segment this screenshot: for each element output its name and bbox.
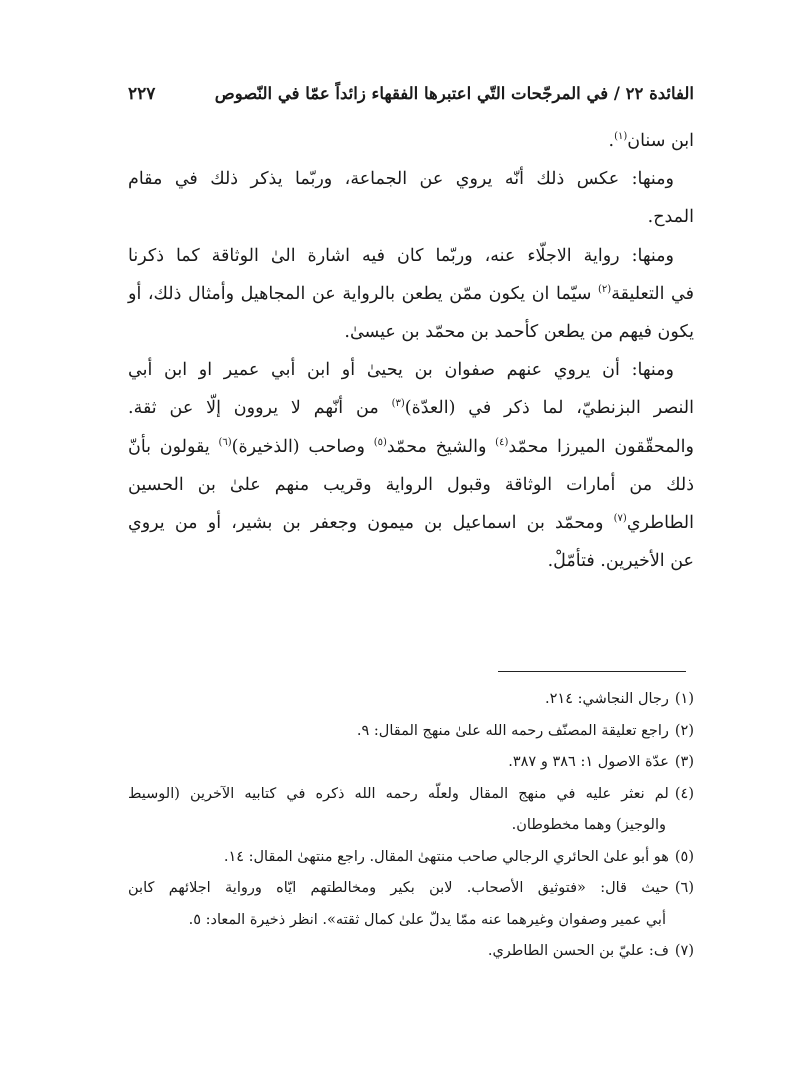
footnote-ref: (٤) (495, 436, 509, 448)
main-text (128, 122, 694, 580)
text-line: الطاطري$^{(٧)}$ ومحمّد بن اسماعيل بن ميمون وجعفر بن بشير، أو من يروي (128, 513, 694, 534)
text-line: ابن سنان$^{(١)}$. (608, 131, 694, 151)
footnote: (٢)راجع تعليقة المصنّف رحمه الله علىٰ منهج المقال: ٩. (356, 722, 694, 739)
page-number: ٢٢٧ (128, 84, 156, 104)
footnote-ref: (٧) (613, 513, 627, 525)
footnote: (٤)لم نعثر عليه في منهج المقال ولعلّه رحمه الله ذكره في كتابيه الآخرين (الوسيط (128, 785, 694, 802)
footnote-ref: (٢) (598, 283, 612, 295)
footnote-ref: (٦) (218, 436, 232, 448)
running-header (128, 84, 694, 104)
footnote-ref: (٥) (373, 436, 387, 448)
footnote: (١)رجال النجاشي: ٢١٤. (545, 691, 694, 707)
text-line: ومنها: أن يروي عنهم صفوان بن يحيىٰ أو ابن أبي عمير او ابن أبي (128, 360, 674, 381)
footnote-continuation: أبي عمير وصفوان وغيرهما عنه ممّا يدلّ علىٰ كمال ثقته». انظر ذخيرة المعاد: ٥. (188, 911, 666, 928)
footnote: (٣)عدّة الاصول ١: ٣٨٦ و ٣٨٧. (508, 754, 694, 770)
paragraph (128, 122, 694, 160)
text-line: ومنها: رواية الاجلّاء عنه، وربّما كان فيه اشارة الىٰ الوثاقة كما ذكرنا (128, 245, 674, 266)
text-line: ومنها: عكس ذلك أنّه يروي عن الجماعة، وربّما يذكر ذلك في مقام (128, 169, 674, 190)
text-line: والمحقّقون الميرزا محمّد$^{(٤)}$ والشيخ محمّد$^{(٥)}$ وصاحب (الذخيرة)$^{(٦)}$ يقولون بأنّ (128, 436, 694, 457)
text-line: ذلك من أمارات الوثاقة وقبول الرواية وقريب منهم علىٰ بن الحسين (128, 474, 694, 495)
footnote: (٧)ف: عليّ بن الحسن الطاطري. (487, 943, 694, 959)
footnote-continuation: والوجيز) وهما مخطوطان. (511, 817, 666, 833)
text-line: النصر البزنطيّ، لما ذكر في (العدّة)$^{(٣)}$ من أنّهم لا يروون إلّا عن ثقة. (128, 398, 695, 419)
paragraph (128, 160, 694, 236)
paragraph (128, 351, 694, 580)
header-title: الفائدة ٢٢ / في المرجّحات التّي اعتبرها الفقهاء زائداً عمّا في النّصوص (214, 84, 694, 103)
text-line: المدح. (647, 207, 694, 228)
text-line: عن الأخيرين. فتأمّلْ. (547, 551, 694, 572)
text-line: يكون فيهم من يطعن كأحمد بن محمّد بن عيسىٰ. (344, 322, 694, 343)
footnote: (٥)هو أبو علىٰ الحائري الرجالي صاحب منتهىٰ المقال. راجع منتهىٰ المقال: ١٤. (223, 848, 694, 865)
footnote-ref: (١) (614, 131, 628, 143)
footnote: (٦)حيث قال: «فتوثيق الأصحاب. لابن بكير ومخالطتهم ايّاه ورواية اجلائهم كابن (128, 880, 694, 896)
footnotes (128, 684, 694, 968)
footnote-ref: (٣) (391, 398, 405, 410)
paragraph (128, 237, 694, 352)
footnote-separator (498, 671, 686, 672)
text-line: في التعليقة$^{(٢)}$ سيّما ان يكون ممّن يطعن بالرواية عن المجاهيل وأمثال ذلك، أو (128, 283, 694, 304)
